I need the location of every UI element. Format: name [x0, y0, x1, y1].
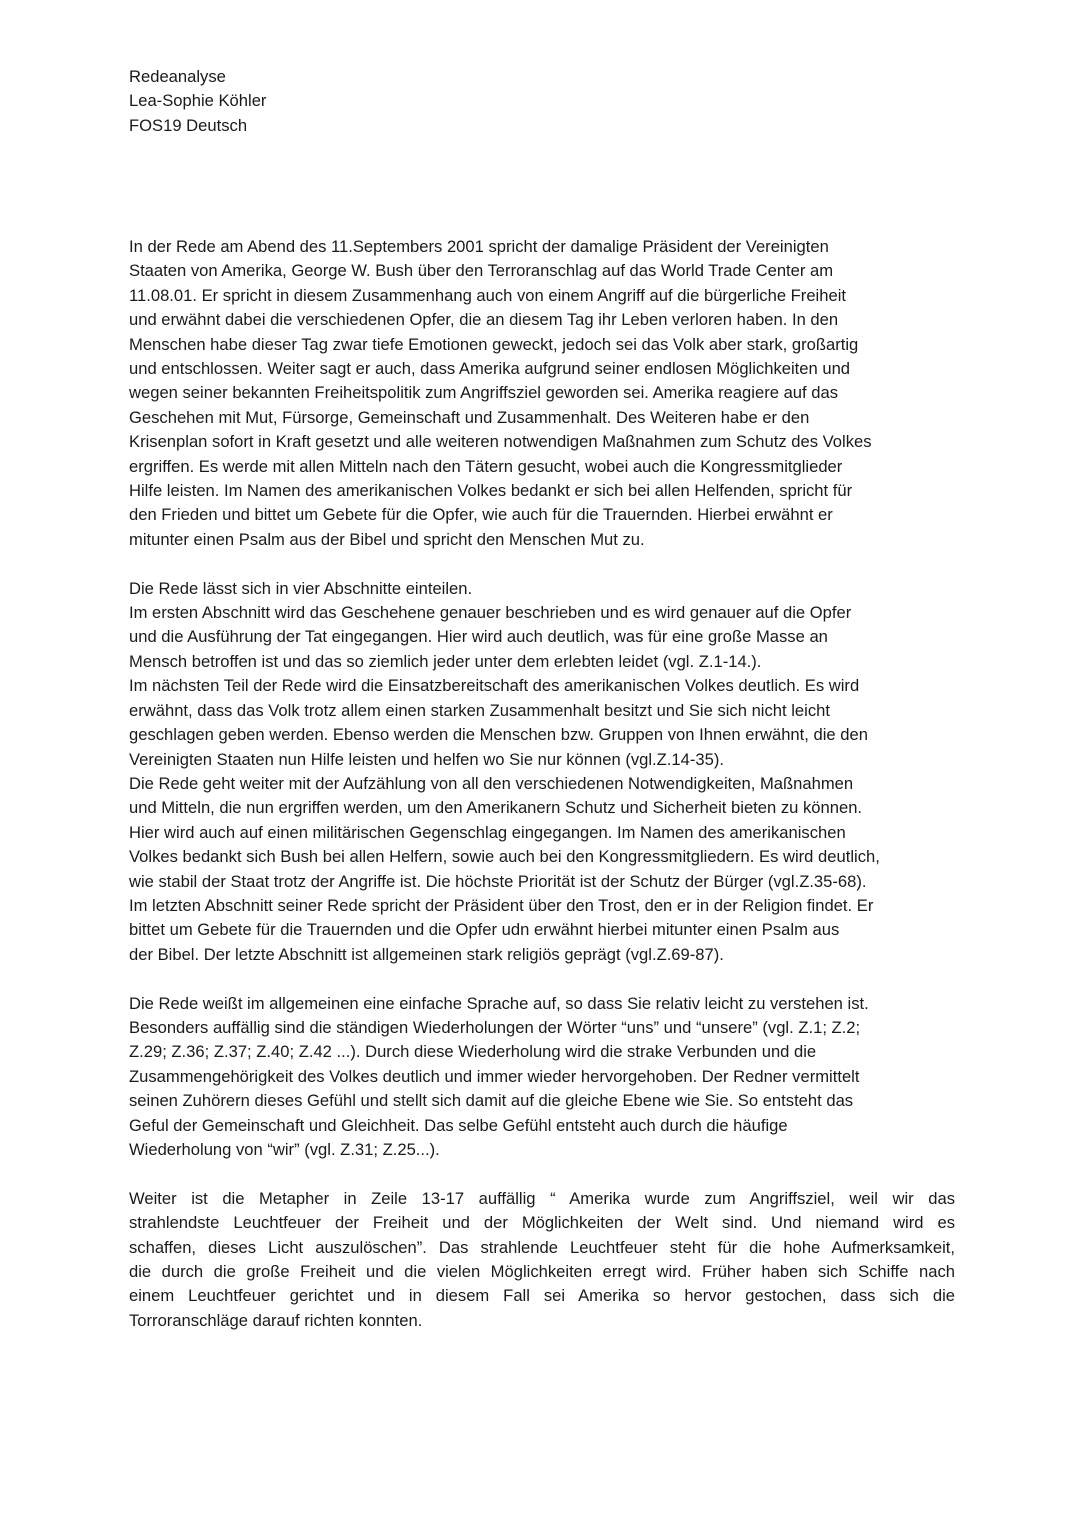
text-line: Besonders auffällig sind die ständigen Wiederholungen der Wörter “uns” und “unsere” (vgl. Z.1; Z.2;	[129, 1017, 861, 1037]
text-line: Torroranschläge darauf richten konnten.	[129, 1310, 423, 1330]
text-line: geschlagen geben werden. Ebenso werden die Menschen bzw. Gruppen von Ihnen erwähnt, die den	[129, 725, 868, 745]
text-line: die durch die große Freiheit und die vielen Möglichkeiten erregt wird. Früher haben sich Schiffe nach	[129, 1262, 955, 1282]
text-line: Geful der Gemeinschaft und Gleichheit. Das selbe Gefühl entsteht auch durch die häufige	[129, 1115, 788, 1135]
text-line: und entschlossen. Weiter sagt er auch, dass Amerika aufgrund seiner endlosen Möglichkeiten und	[129, 359, 851, 379]
paragraph	[129, 992, 955, 1163]
text-line: Hilfe leisten. Im Namen des amerikanischen Volkes bedankt er sich bei allen Helfenden, spricht für	[129, 481, 853, 501]
text-line: Menschen habe dieser Tag zwar tiefe Emotionen geweckt, jedoch sei das Volk aber stark, großartig	[129, 334, 859, 354]
text-line: strahlendste Leuchtfeuer der Freiheit und der Möglichkeiten der Welt sind. Und niemand wird es	[129, 1213, 955, 1233]
text-line: der Bibel. Der letzte Abschnitt ist allgemeinen stark religiös geprägt (vgl.Z.69-87).	[129, 944, 724, 964]
text-line: Im ersten Abschnitt wird das Geschehene genauer beschrieben und es wird genauer auf die Opfer	[129, 603, 852, 623]
text-line: 11.08.01. Er spricht in diesem Zusammenhang auch von einem Angriff auf die bürgerliche Freiheit	[129, 285, 846, 305]
text-line: Volkes bedankt sich Bush bei allen Helfern, sowie auch bei den Kongressmitgliedern. Es wird deutlich,	[129, 847, 880, 867]
text-line: bittet um Gebete für die Trauernden und die Opfer udn erwähnt hierbei mitunter einen Psalm aus	[129, 920, 840, 940]
text-line: Zusammengehörigkeit des Volkes deutlich und immer wieder hervorgehoben. Der Redner vermittelt	[129, 1066, 860, 1086]
text-line: wegen seiner bekannten Freiheitspolitik zum Angriffsziel geworden sei. Amerika reagiere auf das	[129, 383, 839, 403]
text-line: Im letzten Abschnitt seiner Rede spricht der Präsident über den Trost, den er in der Religion findet. Er	[129, 895, 874, 915]
document-body	[129, 235, 955, 1333]
text-line: einem Leuchtfeuer gerichtet und in diesem Fall sei Amerika so hervor gestochen, dass sich die	[129, 1286, 955, 1306]
text-line: Die Rede lässt sich in vier Abschnitte einteilen.	[129, 578, 473, 598]
text-line: In der Rede am Abend des 11.Septembers 2001 spricht der damalige Präsident der Vereinigten	[129, 237, 829, 256]
document-header	[129, 65, 959, 138]
text-line: Die Rede geht weiter mit der Aufzählung von all den verschiedenen Notwendigkeiten, Maßnahmen	[129, 773, 854, 793]
paragraph	[129, 1187, 955, 1333]
author-name: Lea-Sophie Köhler	[129, 91, 267, 111]
text-line: Die Rede weißt im allgemeinen eine einfache Sprache auf, so dass Sie relativ leicht zu verstehen ist.	[129, 993, 869, 1013]
paragraph	[129, 577, 955, 968]
text-line: ergriffen. Es werde mit allen Mitteln nach den Tätern gesucht, wobei auch die Kongressmitglieder	[129, 456, 843, 476]
text-line: seinen Zuhörern dieses Gefühl und stellt sich damit auf die gleiche Ebene wie Sie. So entsteht das	[129, 1091, 854, 1111]
paragraph	[129, 235, 955, 552]
text-line: Hier wird auch auf einen militärischen Gegenschlag eingegangen. Im Namen des amerikanischen	[129, 822, 846, 842]
text-line: Mensch betroffen ist und das so ziemlich jeder unter dem erlebten leidet (vgl. Z.1-14.).	[129, 651, 762, 671]
text-line: und die Ausführung der Tat eingegangen. Hier wird auch deutlich, was für eine große Masse an	[129, 627, 828, 647]
text-line: Z.29; Z.36; Z.37; Z.40; Z.42 ...). Durch diese Wiederholung wird die strake Verbunden und die	[129, 1042, 817, 1062]
course-label: FOS19 Deutsch	[129, 115, 248, 135]
text-line: Im nächsten Teil der Rede wird die Einsatzbereitschaft des amerikanischen Volkes deutlich. Es wird	[129, 676, 860, 696]
text-line: mitunter einen Psalm aus der Bibel und spricht den Menschen Mut zu.	[129, 529, 645, 549]
text-line: Staaten von Amerika, George W. Bush über den Terroranschlag auf das World Trade Center am	[129, 261, 834, 281]
text-line: schaffen, dieses Licht auszulöschen”. Das strahlende Leuchtfeuer steht für die hohe Aufmerksamkeit,	[129, 1237, 955, 1257]
text-line: Weiter ist die Metapher in Zeile 13-17 auffällig “ Amerika wurde zum Angriffsziel, weil wir das	[129, 1188, 955, 1208]
text-line: wie stabil der Staat trotz der Angriffe ist. Die höchste Priorität ist der Schutz der Bürger (vgl.Z.35-68).	[129, 871, 867, 891]
text-line: Krisenplan sofort in Kraft gesetzt und alle weiteren notwendigen Maßnahmen zum Schutz des Volkes	[129, 432, 872, 452]
document-title: Redeanalyse	[129, 67, 226, 86]
text-line: Wiederholung von “wir” (vgl. Z.31; Z.25...).	[129, 1140, 440, 1159]
text-line: und Mitteln, die nun ergriffen werden, um den Amerikanern Schutz und Sicherheit bieten zu können.	[129, 798, 863, 818]
text-line: und erwähnt dabei die verschiedenen Opfer, die an diesem Tag ihr Leben verloren haben. In den	[129, 310, 839, 330]
text-line: den Frieden und bittet um Gebete für die Opfer, wie auch für die Trauernden. Hierbei erwähnt er	[129, 505, 833, 525]
text-line: Geschehen mit Mut, Fürsorge, Gemeinschaft und Zusammenhalt. Des Weiteren habe er den	[129, 407, 810, 427]
text-line: Vereinigten Staaten nun Hilfe leisten und helfen wo Sie nur können (vgl.Z.14-35).	[129, 749, 724, 769]
text-line: erwähnt, dass das Volk trotz allem einen starken Zusammenhalt besitzt und Sie sich nicht leicht	[129, 700, 830, 720]
